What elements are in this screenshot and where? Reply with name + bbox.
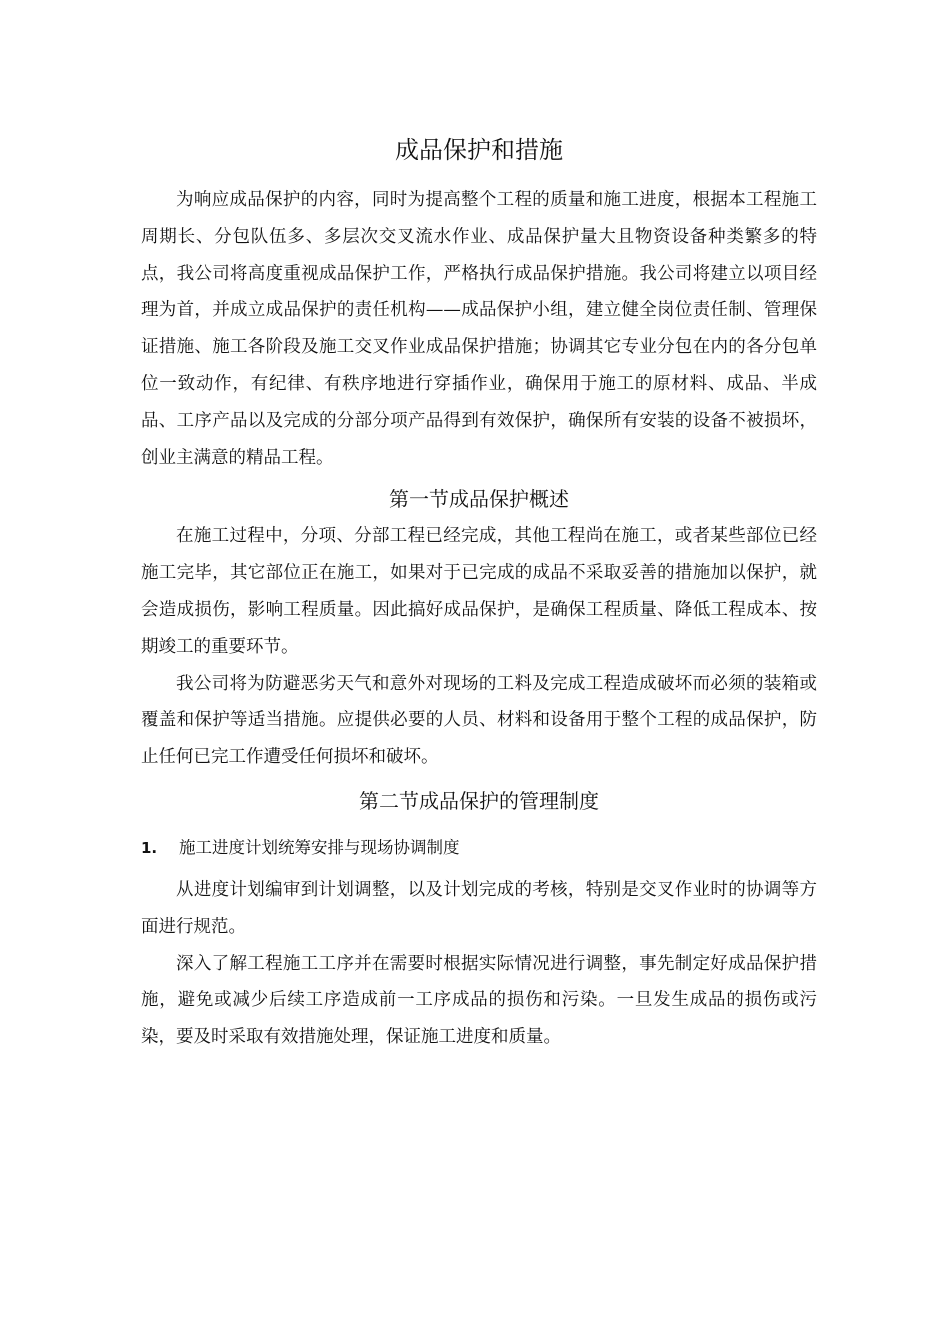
section-1-heading: 第一节成品保护概述 bbox=[389, 487, 569, 512]
section-1-paragraph-1: 在施工过程中，分项、分部工程已经完成，其他工程尚在施工，或者某些部位已经施工完毕，其它部位正在施工，如果对于已完成的成品不采取妥善的措施加以保护，就会造成损伤，影响工程质量。因此搞好成品保护，是确保工程质量、降低工程成本、按期竣工的重要环节。 bbox=[141, 526, 817, 657]
section-2-paragraph-1: 从进度计划编审到计划调整，以及计划完成的考核，特别是交叉作业时的协调等方面进行规范。 bbox=[141, 879, 817, 937]
section-1-paragraph-2: 我公司将为防避恶劣天气和意外对现场的工料及完成工程造成破坏而必须的装箱或覆盖和保护等适当措施。应提供必要的人员、材料和设备用于整个工程的成品保护，防止任何已完工作遭受任何损坏和破坏。 bbox=[141, 673, 817, 768]
intro-paragraph: 为响应成品保护的内容，同时为提高整个工程的质量和施工进度，根据本工程施工周期长、分包队伍多、多层次交叉流水作业、成品保护量大且物资设备种类繁多的特点，我公司将高度重视成品保护工作，严格执行成品保护措施。我公司将建立以项目经理为首，并成立成品保护的责任机构——成品保护小组，建立健全岗位责任制、管理保证措施、施工各阶段及施工交叉作业成品保护措施；协调其它专业分包在内的各分包单位一致动作，有纪律、有秩序地进行穿插作业，确保用于施工的原材料、成品、半成品、工序产品以及完成的分部分项产品得到有效保护，确保所有安装的设备不被损坏，创业主满意的精品工程。 bbox=[141, 190, 817, 468]
item-number: 1. bbox=[141, 838, 158, 857]
section-2-paragraph-2: 深入了解工程施工工序并在需要时根据实际情况进行调整，事先制定好成品保护措施，避免或减少后续工序造成前一工序成品的损伤和污染。一旦发生成品的损伤或污染，要及时采取有效措施处理，保证施工进度和质量。 bbox=[141, 953, 817, 1048]
document-title: 成品保护和措施 bbox=[395, 136, 563, 164]
item-title: 施工进度计划统筹安排与现场协调制度 bbox=[179, 837, 460, 857]
document-body bbox=[141, 128, 817, 1056]
section-2-heading: 第二节成品保护的管理制度 bbox=[359, 788, 599, 813]
numbered-item-1 bbox=[141, 830, 817, 866]
